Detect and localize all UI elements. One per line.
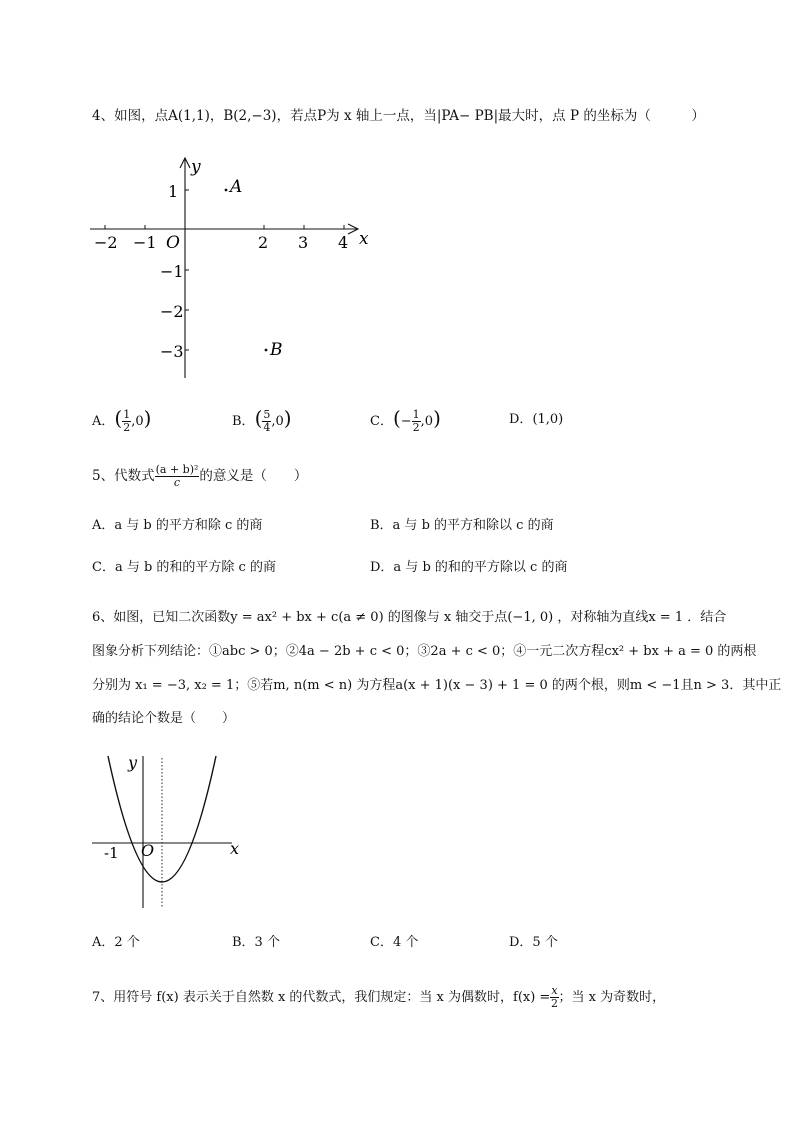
- x-tick-label: 4: [338, 233, 349, 252]
- point-a-label: A: [230, 177, 243, 197]
- point-b-label: B: [270, 340, 283, 360]
- q6-stem-line-2: 图象分析下列结论：①abc > 0；②4a − 2b + c < 0；③2a + c < 0；④一元二次方程cx² + bx + a = 0 的两根: [92, 644, 757, 659]
- origin-label: O: [141, 841, 155, 860]
- x-tick-label: −1: [133, 233, 157, 252]
- q6-option-a: A．2 个: [92, 935, 140, 950]
- q7-stem: 7、用符号 f(x) 表示关于自然数 x 的代数式，我们规定：当 x 为偶数时，f(x) = $\frac{x}{2}$ ；当 x 为奇数时，: [92, 984, 666, 1010]
- x-tick-label: −2: [94, 233, 118, 252]
- q6-stem-line-1: 6、如图，已知二次函数y = ax² + bx + c(a ≠ 0) 的图像与 x 轴交于点(−1, 0) ，对称轴为直线x = 1 ．结合: [92, 610, 727, 625]
- q6-option-c: C．4 个: [370, 935, 419, 950]
- q6-stem-line-3: 分别为 x₁ = −3, x₂ = 1；⑤若m, n(m < n) 为方程a(x + 1)(x − 3) + 1 = 0 的两个根，则m < −1且n > 3．其中正: [92, 678, 782, 693]
- q4-coordinate-figure: [86, 150, 386, 386]
- y-tick-label: −1: [160, 262, 184, 281]
- q4-option-a: A．( $\frac{1}{2}$ ,0): [92, 406, 152, 434]
- x-axis-label: x: [359, 229, 369, 249]
- x-tick-label: 2: [258, 233, 269, 252]
- q5-option-b: B．a 与 b 的平方和除以 c 的商: [370, 518, 554, 533]
- q5-stem: 5、代数式 $\frac{\text{(a + b)²}}{c}$ 的意义是（ ）: [92, 463, 308, 489]
- q4-option-b: B．( $\frac{5}{4}$ ,0): [232, 406, 292, 434]
- point-a-dot: [225, 189, 228, 192]
- y-axis-label: y: [191, 157, 201, 177]
- q5-option-d: D．a 与 b 的和的平方除以 c 的商: [370, 560, 568, 575]
- q6-option-b: B．3 个: [232, 935, 280, 950]
- q4-option-d: D．(1,0): [509, 412, 564, 427]
- q6-parabola-figure: [90, 748, 260, 918]
- y-axis-label: y: [128, 753, 138, 772]
- q4-option-c: C．(− $\frac{1}{2}$ ,0): [370, 406, 441, 434]
- y-tick-label: 1: [168, 182, 179, 201]
- y-tick-label: −3: [160, 342, 184, 361]
- x-tick-label: 3: [298, 233, 309, 252]
- q5-option-a: A．a 与 b 的平方和除 c 的商: [92, 518, 263, 533]
- neg-one-label: -1: [104, 844, 119, 862]
- y-tick-label: −2: [160, 302, 184, 321]
- point-b-dot: [265, 349, 268, 352]
- x-axis-label: x: [230, 839, 240, 858]
- q5-option-c: C．a 与 b 的和的平方除 c 的商: [92, 560, 276, 575]
- q4-stem: 4、如图，点A(1,1)，B(2,−3)，若点P为 x 轴上一点，当|PA− PB|最大时，点 P 的坐标为（ ）: [92, 108, 705, 124]
- origin-label: O: [166, 233, 180, 253]
- q6-option-d: D．5 个: [509, 935, 558, 950]
- q6-stem-line-4: 确的结论个数是（ ）: [92, 711, 236, 726]
